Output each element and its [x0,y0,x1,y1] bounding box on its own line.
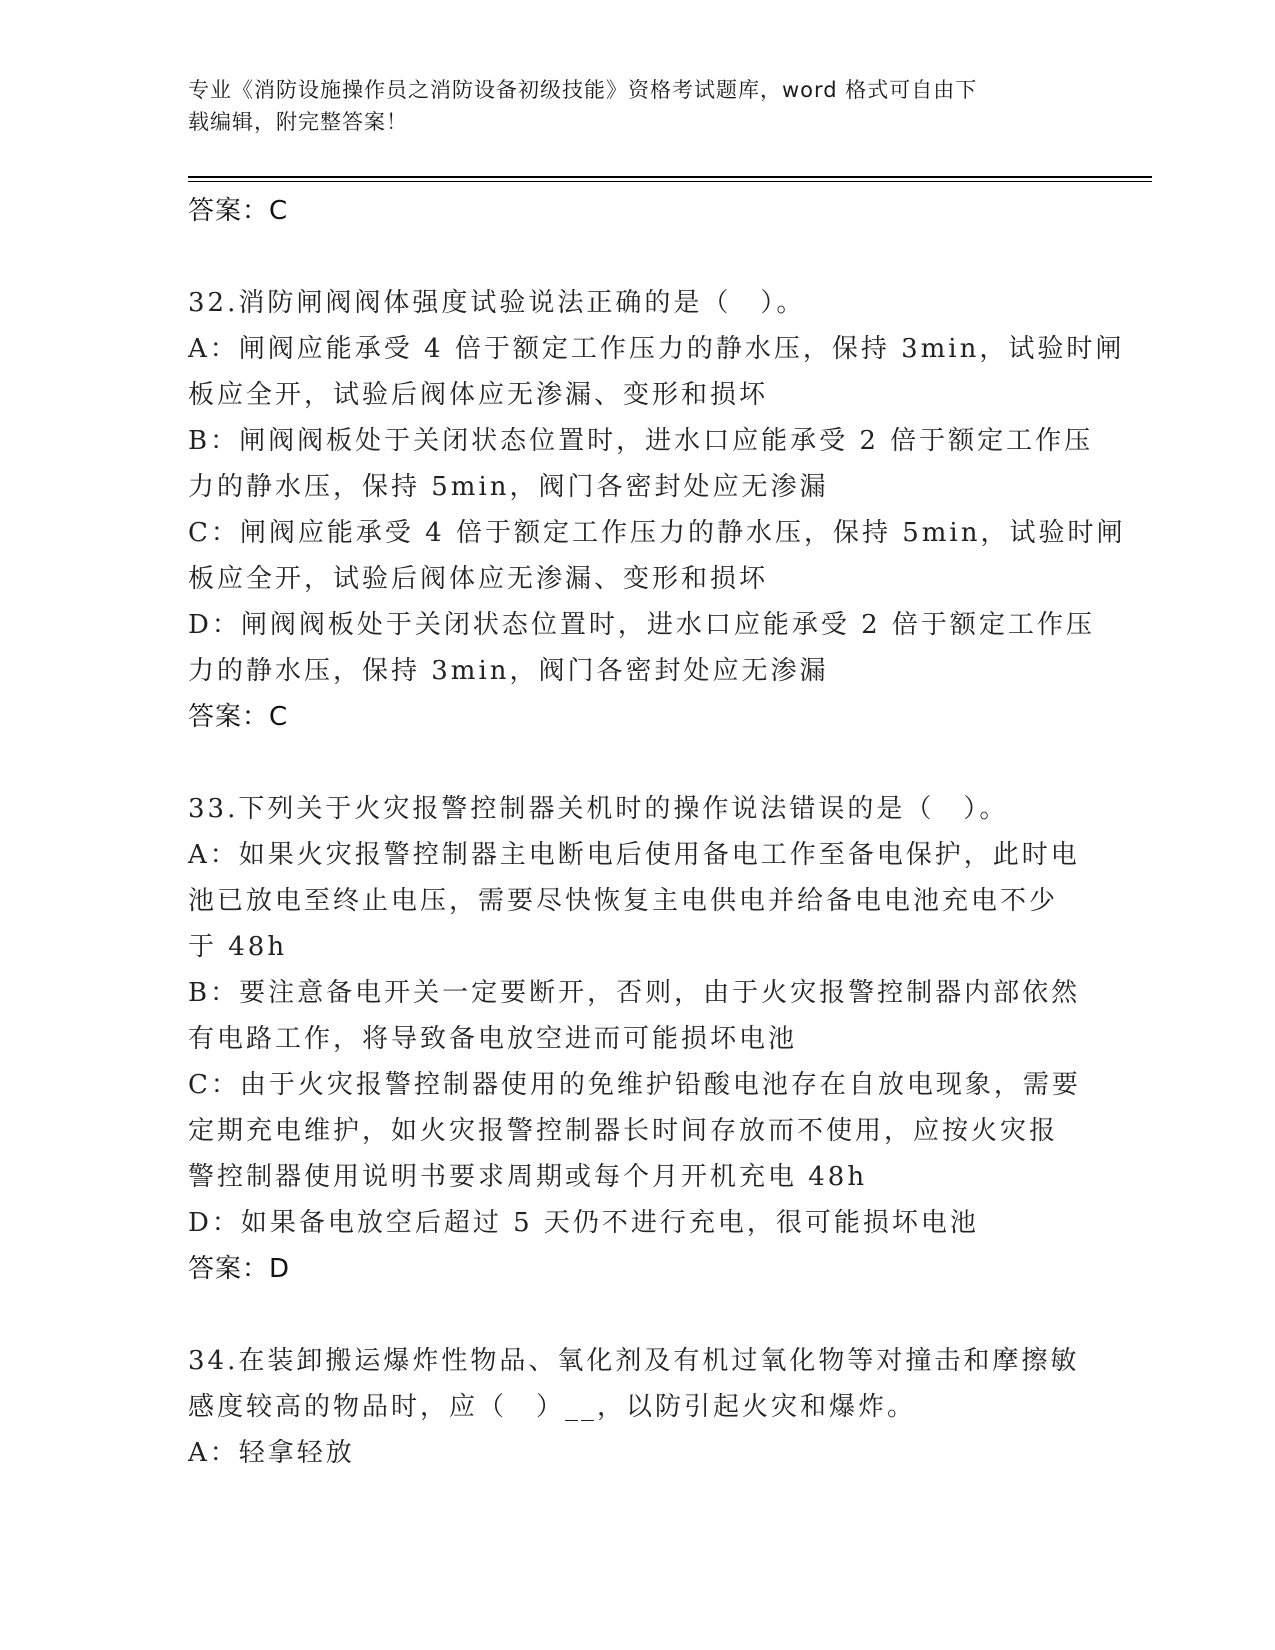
option-c: C：由于火灾报警控制器使用的免维护铅酸电池存在自放电现象，需要 [188,1070,1081,1100]
option-a-cont: 于 48h [188,932,288,962]
option-d: D：闸阀阀板处于关闭状态位置时，进水口应能承受 2 倍于额定工作压 [188,610,1095,640]
header-rule-thick [188,176,1152,178]
spacer [188,234,1088,280]
question-32 [188,280,1126,740]
answer-label: 答案：C [188,702,289,732]
question-34 [188,1338,1088,1476]
question-content [188,188,1126,1476]
option-d-cont: 力的静水压，保持 3min，阀门各密封处应无渗漏 [188,656,829,686]
document-header [188,74,1068,138]
spacer [188,740,1088,786]
option-d: D：如果备电放空后超过 5 天仍不进行充电，很可能损坏电池 [188,1208,979,1238]
header-rule-thin [188,181,1152,182]
question-stem: 33.下列关于火灾报警控制器关机时的操作说法错误的是（ ）。 [188,794,1009,824]
answer-label: 答案：D [188,1254,291,1284]
option-a: A：闸阀应能承受 4 倍于额定工作压力的静水压，保持 3min，试验时闸 [188,334,1125,364]
option-b: B：闸阀阀板处于关闭状态位置时，进水口应能承受 2 倍于额定工作压 [188,426,1094,456]
question-stem: 34.在装卸搬运爆炸性物品、氧化剂及有机过氧化物等对撞击和摩擦敏 [188,1346,1080,1376]
option-b: B：要注意备电开关一定要断开，否则，由于火灾报警控制器内部依然 [188,978,1081,1008]
option-a: A：轻拿轻放 [188,1438,355,1468]
question-33 [188,786,1088,1292]
header-line-2: 载编辑，附完整答案！ [188,110,408,134]
option-c-cont: 定期充电维护，如火灾报警控制器长时间存放而不使用，应按火灾报 [188,1116,1059,1146]
header-line-1: 专业《消防设施操作员之消防设备初级技能》资格考试题库，word 格式可自由下 [188,78,978,102]
option-c-cont: 板应全开，试验后阀体应无渗漏、变形和损坏 [188,564,769,594]
option-b-cont: 力的静水压，保持 5min，阀门各密封处应无渗漏 [188,472,829,502]
question-stem: 32.消防闸阀阀体强度试验说法正确的是（ ）。 [188,288,806,318]
option-a: A：如果火灾报警控制器主电断电后使用备电工作至备电保护，此时电 [188,840,1080,870]
question-stem-cont: 感度较高的物品时，应（ ）__，以防引起火灾和爆炸。 [188,1392,917,1422]
option-c-cont: 警控制器使用说明书要求周期或每个月开机充电 48h [188,1162,868,1192]
option-a-cont: 板应全开，试验后阀体应无渗漏、变形和损坏 [188,380,769,410]
option-b-cont: 有电路工作，将导致备电放空进而可能损坏电池 [188,1024,798,1054]
spacer [188,1292,1088,1338]
answer-label-prev: 答案：C [188,196,289,226]
option-a-cont: 池已放电至终止电压，需要尽快恢复主电供电并给备电电池充电不少 [188,886,1059,916]
option-c: C：闸阀应能承受 4 倍于额定工作压力的静水压，保持 5min，试验时闸 [188,518,1126,548]
